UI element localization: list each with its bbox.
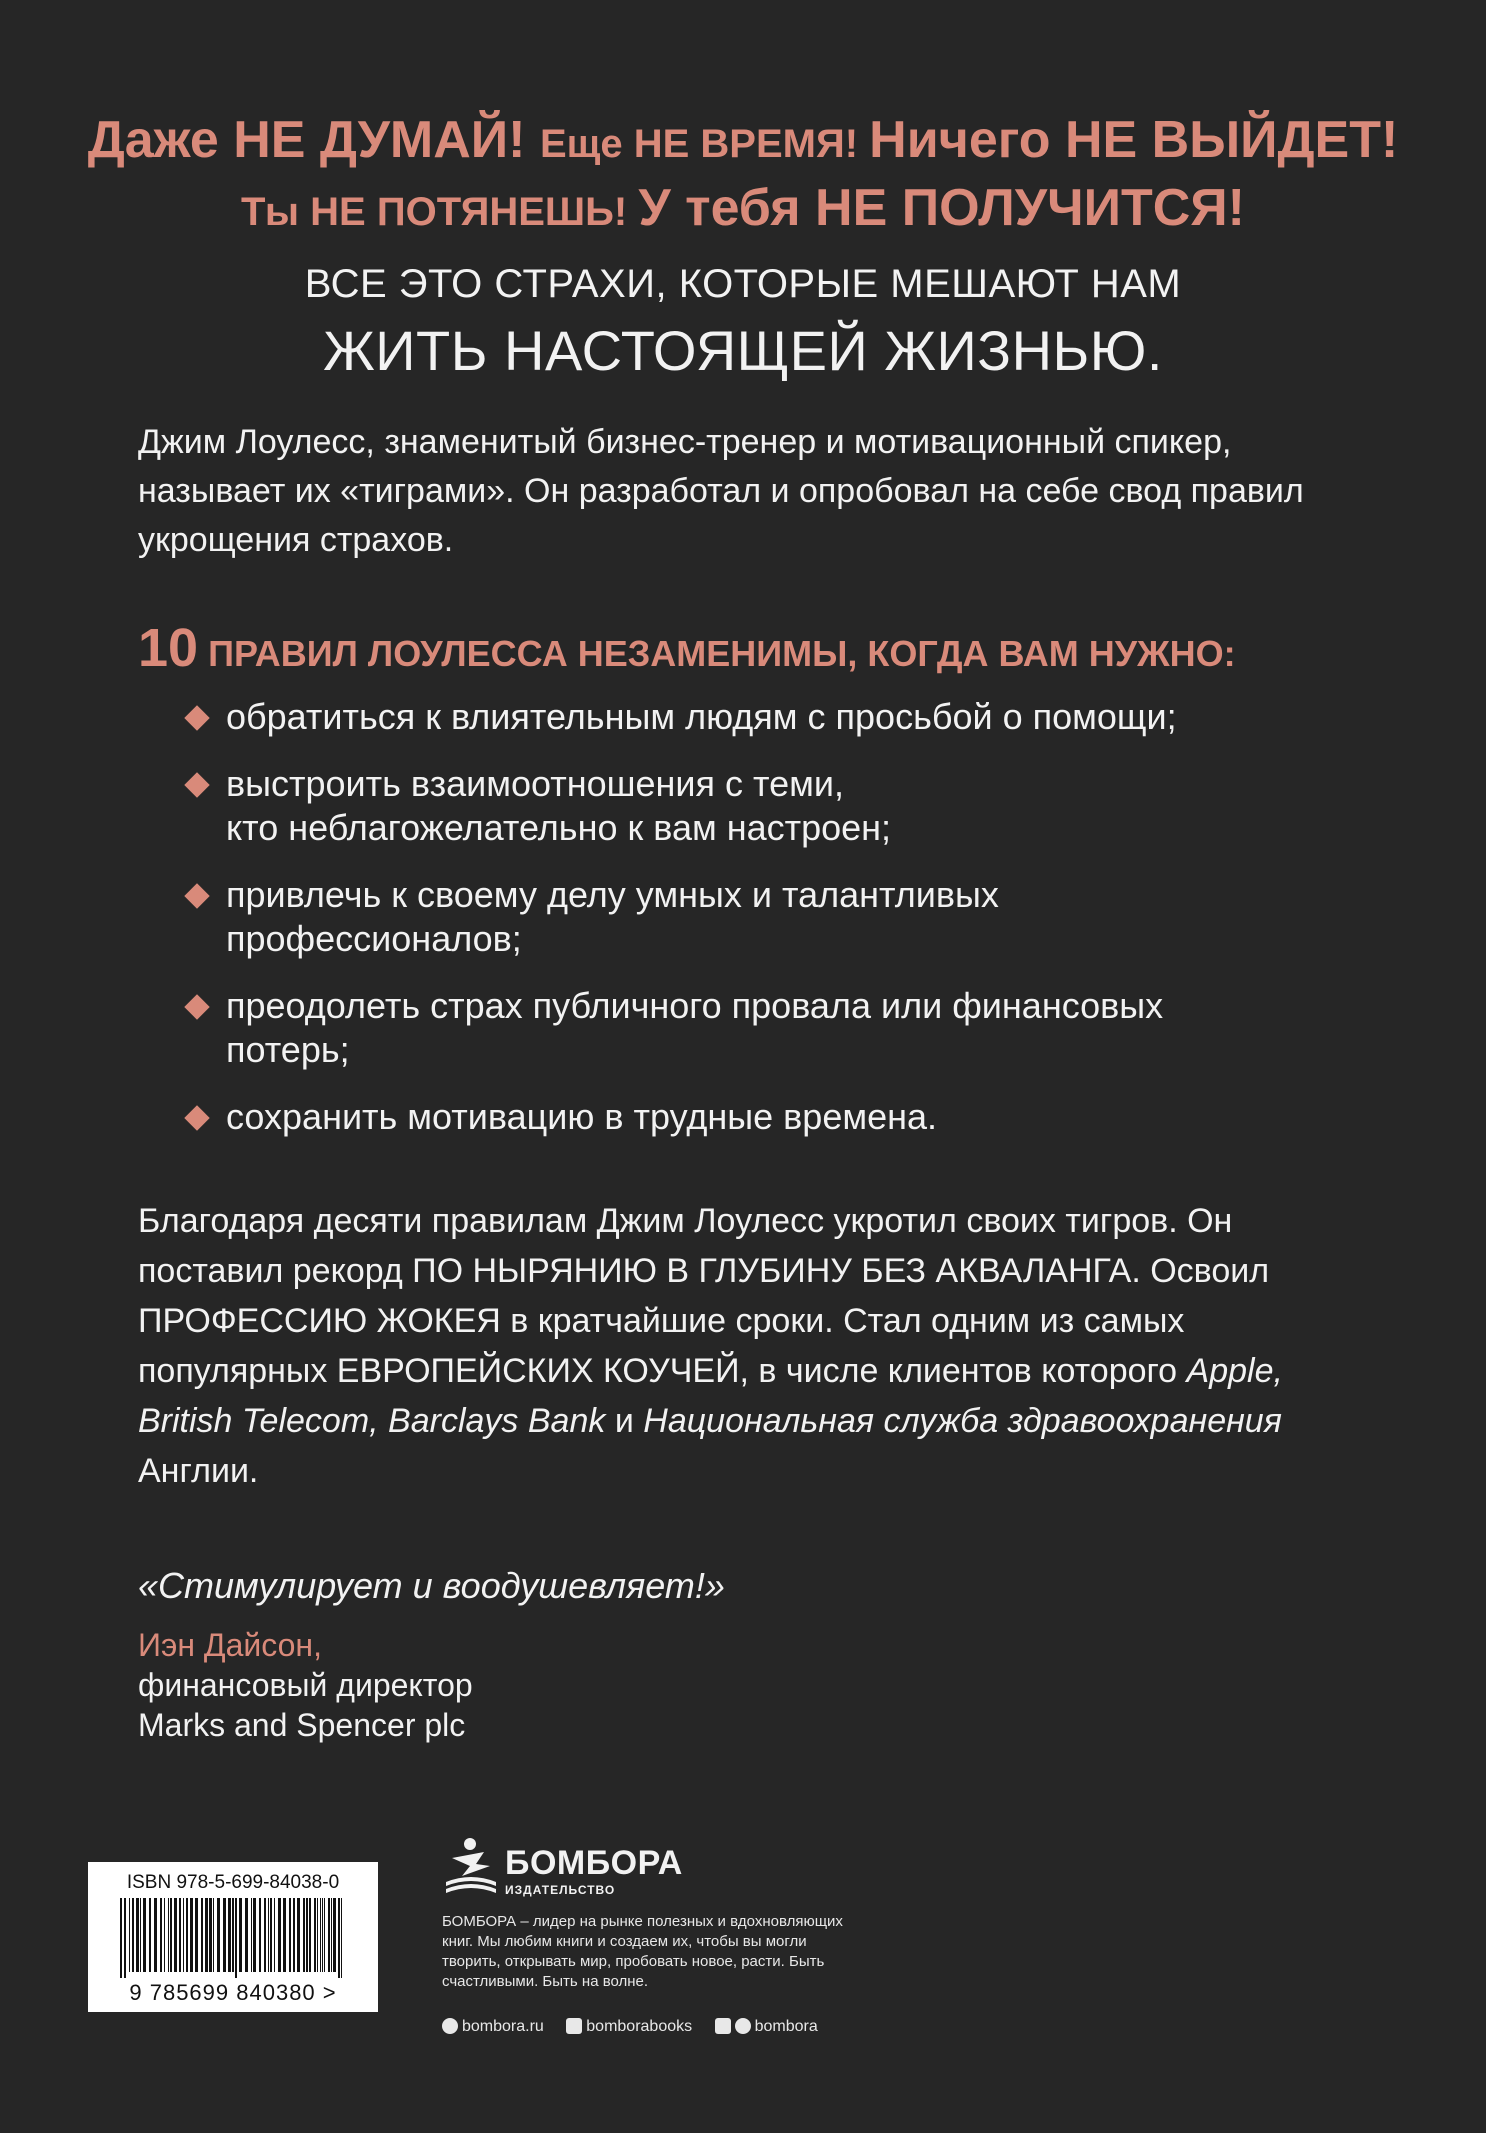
- story-italic: Apple, British Telecom, Barclays Bank: [138, 1352, 1283, 1440]
- globe-icon: [442, 2018, 458, 2034]
- barcode-bar: [270, 1898, 272, 1972]
- rules-list: [188, 695, 1388, 1162]
- story-italic: Национальная служба здравоохранения: [643, 1402, 1282, 1440]
- quote-role-2: Marks and Spencer plc: [138, 1707, 466, 1743]
- hook-line-1: [0, 110, 1486, 170]
- vk-icon: [566, 2018, 582, 2034]
- barcode-bar: [205, 1898, 208, 1972]
- barcode-bar: [268, 1898, 269, 1972]
- story-text: Англии.: [138, 1452, 259, 1490]
- barcode-bar: [213, 1898, 214, 1972]
- barcode-bar: [251, 1898, 252, 1972]
- barcode-bar: [328, 1898, 330, 1972]
- barcode-bar: [149, 1898, 151, 1972]
- fears-line-2: ЖИТЬ НАСТОЯЩЕЙ ЖИЗНЬЮ.: [323, 319, 1163, 382]
- barcode-bar: [120, 1898, 122, 1978]
- diamond-bullet-icon: [184, 705, 209, 730]
- barcode-bar: [190, 1898, 193, 1972]
- publisher-sub: ИЗДАТЕЛЬСТВО: [505, 1883, 616, 1897]
- barcode-bar: [245, 1898, 248, 1972]
- barcode-bar: [174, 1898, 177, 1972]
- barcode-bar: [333, 1898, 336, 1972]
- barcode-number: 9 785699 840380 >: [129, 1980, 337, 2005]
- hook-phrase: Еще НЕ ВРЕМЯ!: [539, 122, 870, 166]
- barcode-bar: [283, 1898, 286, 1972]
- hook-phrase: У тебя НЕ ПОЛУЧИТСЯ!: [638, 179, 1245, 237]
- barcode-bar: [209, 1898, 212, 1972]
- barcode-bar: [259, 1898, 261, 1972]
- barcode-bar: [303, 1898, 305, 1972]
- barcode-bar: [164, 1898, 165, 1972]
- quote-attribution: [138, 1625, 473, 1745]
- diamond-bullet-icon: [184, 1105, 209, 1130]
- barcode-bar: [186, 1898, 188, 1972]
- story-paragraph: [138, 1196, 1368, 1496]
- barcode-bar: [228, 1898, 231, 1972]
- publisher-about: БОМБОРА – лидер на рынке полезных и вдохновляющих книг. Мы любим книги и создаем их, чтобы вы могли творить, открывать мир, пробовать новое, расти. Быть счастливыми. Быть на волне.: [442, 1913, 843, 1990]
- rules-heading-number: 10: [138, 618, 199, 678]
- barcode-bar: [143, 1898, 146, 1972]
- bombora-logo-icon: [442, 1836, 500, 1896]
- diamond-bullet-icon: [184, 772, 209, 797]
- barcode-bar: [309, 1898, 311, 1972]
- barcode-bar: [195, 1898, 198, 1972]
- hook-phrase: Даже НЕ ДУМАЙ!: [87, 111, 540, 169]
- barcode-bar: [129, 1898, 130, 1972]
- story-text: Благодаря десяти правилам Джим Лоулесс укротил своих тигров. Он поставил рекорд ПО НЫРЯНИЮ В ГЛУБИНУ БЕЗ АКВАЛАНГА. Освоил ПРОФЕССИЮ ЖОКЕЯ в кратчайшие сроки. Стал одним из самых популярных ЕВРОПЕЙСКИХ КОУЧЕЙ, в числе клиентов которого: [138, 1202, 1270, 1390]
- barcode-bar: [239, 1898, 242, 1972]
- rules-heading: [138, 617, 1236, 679]
- intro-paragraph: Джим Лоулесс, знаменитый бизнес-тренер и мотивационный спикер, называет их «тиграми». Он разработал и опробовал на себе свод правил укрощения страхов.: [138, 423, 1304, 559]
- story-text: и: [605, 1402, 644, 1440]
- barcode-bar: [235, 1898, 237, 1978]
- barcode-block: [88, 1862, 378, 2012]
- barcode-bar: [253, 1898, 256, 1972]
- barcode-bar: [341, 1898, 342, 1978]
- barcode-bar: [314, 1898, 316, 1972]
- list-item: выстроить взаимоотношения с теми, кто неблагожелательно к вам настроен;: [188, 762, 1388, 850]
- barcode-bar: [124, 1898, 126, 1978]
- fears-line-1: ВСЕ ЭТО СТРАХИ, КОТОРЫЕ МЕШАЮТ НАМ: [304, 262, 1182, 306]
- quote-role-1: финансовый директор: [138, 1667, 473, 1703]
- vk-link[interactable]: bomborabooks: [566, 2018, 692, 2036]
- diamond-bullet-icon: [184, 883, 209, 908]
- barcode-bar: [289, 1898, 291, 1972]
- barcode-bar: [317, 1898, 318, 1972]
- barcode-bar: [132, 1898, 134, 1972]
- plus-icon: [715, 2018, 731, 2034]
- barcode-bar: [274, 1898, 275, 1972]
- list-item: преодолеть страх публичного провала или финансовых потерь;: [188, 984, 1388, 1072]
- barcode-bar: [217, 1898, 220, 1972]
- barcode-bar: [201, 1898, 203, 1972]
- barcode-bar: [140, 1898, 141, 1972]
- site-link[interactable]: bombora.ru: [442, 2018, 544, 2036]
- barcode-bar: [136, 1898, 139, 1972]
- barcode-bar: [322, 1898, 323, 1972]
- barcode-bar: [293, 1898, 295, 1972]
- hook-line-2: [0, 178, 1486, 238]
- list-item: сохранить мотивацию в трудные времена.: [188, 1095, 1388, 1139]
- barcode-bar: [154, 1898, 157, 1972]
- barcode-bar: [320, 1898, 321, 1972]
- barcode-bar: [170, 1898, 172, 1972]
- barcode-bar: [331, 1898, 332, 1972]
- quote-author: Иэн Дайсон,: [138, 1627, 322, 1663]
- publisher-links: [442, 2018, 836, 2036]
- telegram-icon: [735, 2018, 751, 2034]
- barcode-bar: [338, 1898, 340, 1978]
- barcode-bar: [324, 1898, 325, 1972]
- publisher-name: БОМБОРА: [505, 1844, 683, 1882]
- list-item: привлечь к своему делу умных и талантливых профессионалов;: [188, 873, 1388, 961]
- barcode-bar: [183, 1898, 184, 1972]
- hook-phrase: Ты НЕ ПОТЯНЕШЬ!: [240, 190, 639, 234]
- diamond-bullet-icon: [184, 994, 209, 1019]
- hook-phrase: Ничего НЕ ВЫЙДЕТ!: [869, 111, 1399, 169]
- barcode-bar: [168, 1898, 169, 1972]
- list-item: обратиться к влиятельным людям с просьбой о помощи;: [188, 695, 1388, 739]
- isbn-label: ISBN 978-5-699-84038-0: [126, 1872, 340, 1893]
- barcode-bar: [278, 1898, 281, 1972]
- barcode-icon: [120, 1898, 346, 1978]
- barcode-bar: [264, 1898, 266, 1972]
- barcode-bar: [232, 1898, 234, 1972]
- barcode-bar: [306, 1898, 308, 1972]
- social-link[interactable]: bombora: [715, 2018, 818, 2036]
- rules-heading-text: ПРАВИЛ ЛОУЛЕССА НЕЗАМЕНИМЫ, КОГДА ВАМ НУЖНО:: [198, 633, 1236, 674]
- barcode-bar: [223, 1898, 226, 1972]
- barcode-bar: [179, 1898, 181, 1972]
- quote: «Стимулирует и воодушевляет!»: [138, 1565, 725, 1606]
- barcode-bar: [297, 1898, 300, 1972]
- barcode-bar: [160, 1898, 162, 1972]
